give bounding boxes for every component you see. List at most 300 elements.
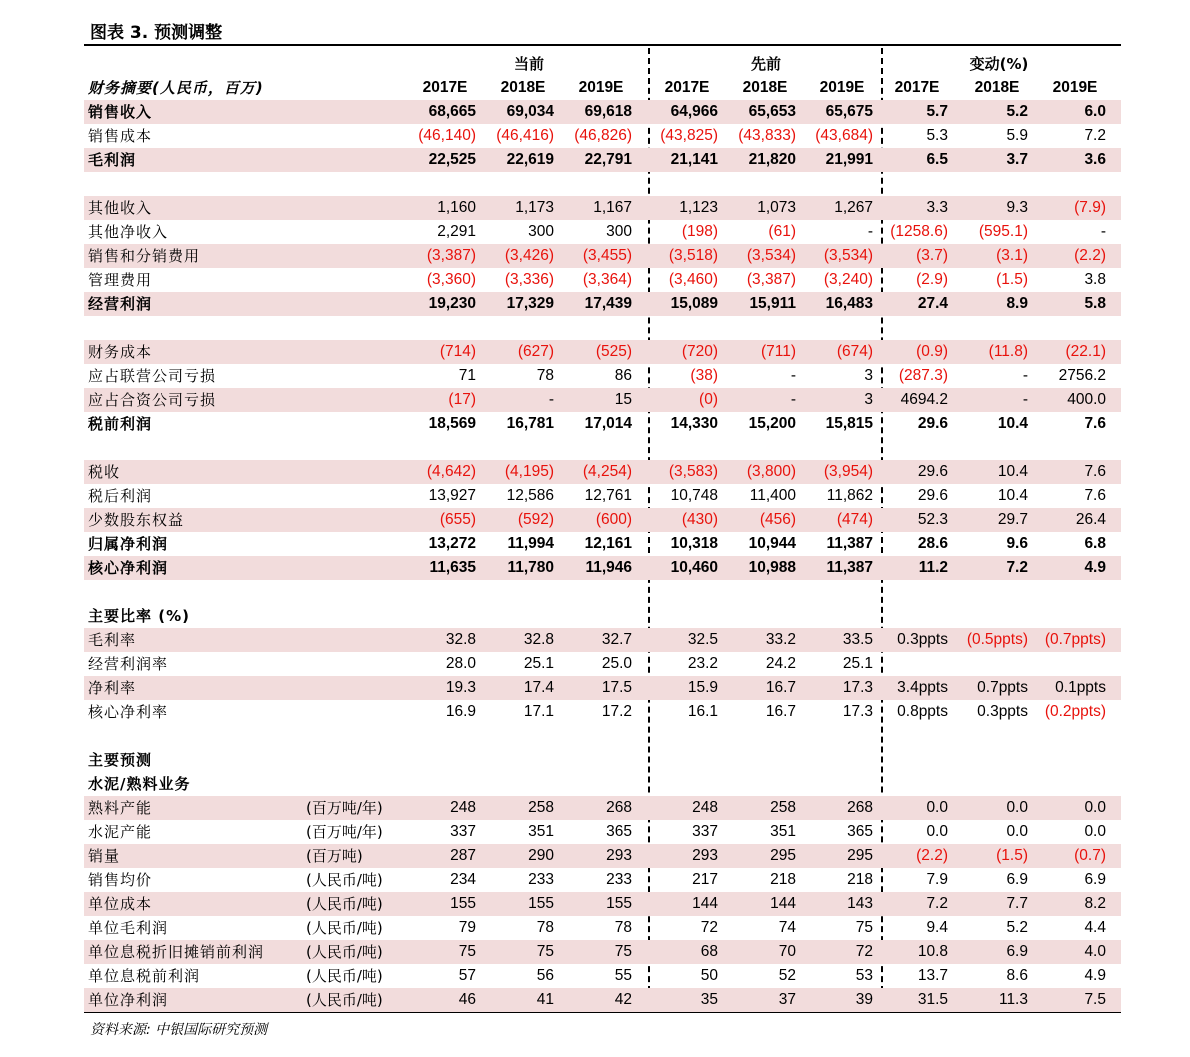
value-cell: 2756.2	[1058, 367, 1106, 384]
value-cell: 35	[700, 991, 718, 1008]
row-label: 销售均价	[88, 871, 153, 889]
value-cell: 22,525	[428, 151, 476, 168]
value-cell: (3,954)	[823, 463, 873, 480]
table-row	[84, 964, 1121, 988]
value-cell: 15,200	[748, 415, 796, 432]
value-cell: 155	[450, 895, 476, 912]
value-cell: 32.8	[445, 631, 476, 648]
row-label: 经营利润	[88, 295, 153, 313]
value-cell: 52.3	[917, 511, 948, 528]
value-cell: 5.2	[1006, 919, 1028, 936]
value-cell: 29.6	[917, 487, 948, 504]
value-cell: 22,619	[506, 151, 554, 168]
table-row	[84, 748, 1121, 772]
value-cell: 400.0	[1067, 391, 1106, 408]
table-row	[84, 172, 1121, 196]
value-cell: 9.6	[1006, 535, 1028, 552]
bottom-rule	[84, 1012, 1121, 1013]
value-cell: 144	[770, 895, 796, 912]
value-cell: (1.5)	[996, 847, 1028, 864]
value-cell: 7.2	[1006, 559, 1028, 576]
value-cell: 6.0	[1084, 103, 1106, 120]
value-cell: 72	[855, 943, 873, 960]
value-cell: 218	[847, 871, 873, 888]
value-cell: 287	[450, 847, 476, 864]
value-cell: 1,167	[593, 199, 632, 216]
table-row	[84, 556, 1121, 580]
value-cell	[532, 436, 632, 460]
table-row	[84, 196, 1121, 220]
value-cell: 64,966	[670, 103, 718, 120]
value-cell: 295	[847, 847, 873, 864]
row-label: 归属净利润	[88, 535, 169, 553]
figure-title: 图表 3. 预测调整	[90, 23, 223, 43]
value-cell: (3,387)	[426, 247, 476, 264]
value-cell: 31.5	[917, 991, 948, 1008]
value-cell: 5.9	[1006, 127, 1028, 144]
row-label: 水泥/熟料业务	[88, 775, 191, 793]
row-label: 销售收入	[88, 103, 153, 121]
value-cell: 0.7ppts	[977, 679, 1028, 696]
value-cell: (7.9)	[1074, 199, 1106, 216]
table-row	[84, 532, 1121, 556]
year-header: 2017E	[664, 79, 710, 96]
value-cell: 15	[614, 391, 632, 408]
value-cell: 351	[770, 823, 796, 840]
row-unit: (人民币/吨)	[306, 919, 383, 937]
value-cell: 295	[770, 847, 796, 864]
value-cell: 32.8	[523, 631, 554, 648]
value-cell: (0.7ppts)	[1044, 631, 1106, 648]
value-cell: (46,826)	[574, 127, 632, 144]
row-unit: (人民币/吨)	[306, 943, 383, 961]
value-cell: 42	[614, 991, 632, 1008]
value-cell: 5.3	[926, 127, 948, 144]
value-cell: (46,140)	[418, 127, 476, 144]
value-cell: 0.3ppts	[977, 703, 1028, 720]
value-cell: 234	[450, 871, 476, 888]
row-label: 单位净利润	[88, 991, 169, 1009]
value-cell: 248	[692, 799, 718, 816]
value-cell: 32.7	[601, 631, 632, 648]
table-row	[84, 868, 1121, 892]
value-cell: 3	[864, 391, 873, 408]
value-cell: 7.7	[1006, 895, 1028, 912]
value-cell: 10,318	[670, 535, 718, 552]
value-cell: 13.7	[917, 967, 948, 984]
row-label: 税后利润	[88, 487, 153, 505]
value-cell	[532, 748, 632, 772]
table-row	[84, 916, 1121, 940]
value-cell: 10.4	[997, 487, 1028, 504]
value-cell: 7.6	[1084, 463, 1106, 480]
table-row	[84, 580, 1121, 604]
row-unit: (百万吨)	[306, 847, 363, 865]
value-cell: (592)	[517, 511, 554, 528]
row-label: 主要比率 (%)	[88, 607, 190, 625]
row-label: 管理费用	[88, 271, 153, 289]
value-cell	[532, 172, 632, 196]
value-cell: 11.3	[998, 991, 1028, 1008]
value-cell: 7.6	[1084, 415, 1106, 432]
value-cell: 16.7	[765, 679, 796, 696]
value-cell: 15,089	[670, 295, 718, 312]
value-cell: 5.2	[1006, 103, 1028, 120]
table-row	[84, 316, 1121, 340]
group-header-row	[84, 52, 1121, 76]
value-cell: 11,946	[585, 559, 632, 576]
value-cell: 68,665	[428, 103, 476, 120]
row-label: 单位息税前利润	[88, 967, 201, 985]
row-label: 经营利润率	[88, 655, 169, 673]
row-label: 净利率	[88, 679, 137, 697]
row-label: 财务成本	[88, 343, 153, 361]
value-cell: (674)	[836, 343, 873, 360]
value-cell: (600)	[595, 511, 632, 528]
value-cell: 7.2	[1084, 127, 1106, 144]
value-cell	[532, 772, 632, 796]
value-cell: (0.7)	[1074, 847, 1106, 864]
row-label: 销售和分销费用	[88, 247, 201, 265]
value-cell: 11,994	[507, 535, 554, 552]
row-label: 单位息税折旧摊销前利润	[88, 943, 265, 961]
value-cell: 17,014	[584, 415, 632, 432]
value-cell: (4,642)	[426, 463, 476, 480]
value-cell: 13,272	[428, 535, 476, 552]
row-label: 应占合资公司亏损	[88, 391, 217, 409]
value-cell: 365	[847, 823, 873, 840]
value-cell: 17.3	[842, 679, 873, 696]
value-cell: 3	[864, 367, 873, 384]
value-cell: 86	[614, 367, 632, 384]
table-row	[84, 844, 1121, 868]
value-cell: 24.2	[765, 655, 796, 672]
row-label: 单位成本	[88, 895, 153, 913]
value-cell: 8.6	[1006, 967, 1028, 984]
value-cell: 218	[770, 871, 796, 888]
value-cell: (714)	[439, 343, 476, 360]
value-cell: (3.1)	[996, 247, 1028, 264]
value-cell: 33.5	[842, 631, 873, 648]
value-cell: 0.0	[1084, 823, 1106, 840]
value-cell: 37	[778, 991, 796, 1008]
row-label: 税前利润	[88, 415, 153, 433]
value-cell: 4.9	[1084, 559, 1106, 576]
value-cell: 16.7	[765, 703, 796, 720]
value-cell: (3,364)	[582, 271, 632, 288]
row-unit: (人民币/吨)	[306, 871, 383, 889]
row-label: 销量	[88, 847, 121, 865]
value-cell: (3,360)	[426, 271, 476, 288]
row-unit: (人民币/吨)	[306, 991, 383, 1009]
value-cell: 74	[778, 919, 796, 936]
value-cell: 268	[847, 799, 873, 816]
value-cell: (2.2)	[1074, 247, 1106, 264]
value-cell: 12,586	[506, 487, 554, 504]
table-row	[84, 388, 1121, 412]
table-row	[84, 988, 1121, 1012]
value-cell	[1006, 172, 1106, 196]
value-cell: 17,439	[584, 295, 632, 312]
source-note: 资料来源: 中银国际研究预测	[90, 1022, 268, 1038]
value-cell: 7.5	[1084, 991, 1106, 1008]
value-cell: -	[1022, 391, 1028, 408]
value-cell: 3.3	[926, 199, 948, 216]
value-cell	[532, 316, 632, 340]
value-cell: 11,387	[826, 559, 873, 576]
value-cell: 19,230	[428, 295, 476, 312]
value-cell: 68	[700, 943, 718, 960]
value-cell: (22.1)	[1065, 343, 1106, 360]
table-row	[84, 124, 1121, 148]
table-row	[84, 436, 1121, 460]
value-cell: 290	[528, 847, 554, 864]
table-row	[84, 796, 1121, 820]
value-cell: 11,400	[749, 487, 796, 504]
value-cell: (3,455)	[582, 247, 632, 264]
value-cell: (2.2)	[916, 847, 948, 864]
group-current: 当前	[513, 55, 544, 73]
value-cell: 0.0	[1084, 799, 1106, 816]
value-cell: 55	[614, 967, 632, 984]
value-cell: 11.2	[918, 559, 948, 576]
value-cell: (711)	[760, 343, 796, 360]
value-cell: 248	[450, 799, 476, 816]
value-cell: 75	[536, 943, 554, 960]
table-row	[84, 676, 1121, 700]
value-cell: (3,336)	[504, 271, 554, 288]
value-cell: (3,240)	[823, 271, 873, 288]
value-cell: 3.6	[1084, 151, 1106, 168]
value-cell: 46	[458, 991, 476, 1008]
value-cell: (2.9)	[916, 271, 948, 288]
value-cell: 11,862	[826, 487, 873, 504]
value-cell: 0.3ppts	[897, 631, 948, 648]
value-cell: 14,330	[670, 415, 718, 432]
value-cell: 17.4	[523, 679, 554, 696]
value-cell: 16.1	[687, 703, 718, 720]
value-cell: 29.6	[917, 415, 948, 432]
table-row	[84, 340, 1121, 364]
value-cell: 10,460	[670, 559, 718, 576]
value-cell	[1006, 580, 1106, 604]
value-cell: 6.9	[1006, 943, 1028, 960]
value-cell: 25.0	[601, 655, 632, 672]
table-row	[84, 220, 1121, 244]
value-cell: 70	[778, 943, 796, 960]
row-label: 其他净收入	[88, 223, 169, 241]
value-cell: 69,618	[584, 103, 632, 120]
value-cell: 258	[528, 799, 554, 816]
value-cell: 351	[528, 823, 554, 840]
table-row	[84, 652, 1121, 676]
row-label: 主要预测	[88, 751, 153, 769]
value-cell: (0.9)	[916, 343, 948, 360]
value-cell: 65,653	[748, 103, 796, 120]
value-cell: 155	[606, 895, 632, 912]
value-cell: 1,073	[757, 199, 796, 216]
value-cell: 155	[528, 895, 554, 912]
value-cell: (3,426)	[504, 247, 554, 264]
value-cell: 15.9	[687, 679, 718, 696]
value-cell: 0.0	[1006, 823, 1028, 840]
value-cell: -	[790, 367, 796, 384]
value-cell: 25.1	[842, 655, 873, 672]
value-cell	[532, 724, 632, 748]
value-cell: 25.1	[523, 655, 554, 672]
value-cell: 0.0	[926, 799, 948, 816]
value-cell: 32.5	[687, 631, 718, 648]
value-cell: (627)	[517, 343, 554, 360]
value-cell: 13,927	[428, 487, 476, 504]
value-cell: 75	[458, 943, 476, 960]
value-cell: (655)	[439, 511, 476, 528]
value-cell: -	[1022, 367, 1028, 384]
value-cell	[1006, 436, 1106, 460]
value-cell: 17.3	[842, 703, 873, 720]
value-cell: 10,944	[748, 535, 796, 552]
table-row	[84, 364, 1121, 388]
value-cell: 15,911	[749, 295, 796, 312]
year-header-row	[84, 76, 1121, 100]
value-cell: (3,387)	[746, 271, 796, 288]
value-cell: 4694.2	[900, 391, 948, 408]
value-cell: 29.6	[917, 463, 948, 480]
value-cell: 53	[855, 967, 873, 984]
value-cell: 258	[770, 799, 796, 816]
value-cell: -	[1100, 223, 1106, 240]
value-cell: 28.0	[445, 655, 476, 672]
value-cell: (720)	[681, 343, 718, 360]
value-cell: 10,988	[748, 559, 796, 576]
value-cell: 144	[692, 895, 718, 912]
value-cell: (43,684)	[815, 127, 873, 144]
row-label: 核心净利率	[88, 703, 169, 721]
year-header: 2018E	[500, 79, 546, 96]
value-cell: 217	[692, 871, 718, 888]
value-cell: 65,675	[825, 103, 873, 120]
table-row	[84, 268, 1121, 292]
value-cell: 4.0	[1084, 943, 1106, 960]
value-cell: 7.6	[1084, 487, 1106, 504]
value-cell: (0)	[699, 391, 718, 408]
value-cell: 78	[614, 919, 632, 936]
value-cell: 12,761	[584, 487, 632, 504]
value-cell: 71	[458, 367, 476, 384]
value-cell: 233	[606, 871, 632, 888]
value-cell: (287.3)	[898, 367, 948, 384]
group-previous: 先前	[750, 55, 781, 73]
header-label: 财务摘要(人民币，百万)	[88, 79, 264, 97]
value-cell: 21,141	[670, 151, 718, 168]
value-cell: 11,387	[826, 535, 873, 552]
row-unit: (百万吨/年)	[306, 799, 383, 817]
row-label: 毛利率	[88, 631, 137, 649]
value-cell: 3.7	[1006, 151, 1028, 168]
value-cell: 39	[855, 991, 873, 1008]
row-label: 少数股东权益	[88, 511, 185, 529]
value-cell: 3.4ppts	[897, 679, 948, 696]
value-cell	[532, 580, 632, 604]
value-cell: 75	[614, 943, 632, 960]
year-header: 2019E	[1052, 79, 1098, 96]
table-row	[84, 628, 1121, 652]
value-cell: (198)	[681, 223, 718, 240]
value-cell: 0.8ppts	[897, 703, 948, 720]
value-cell: 1,267	[834, 199, 873, 216]
value-cell: (3,534)	[746, 247, 796, 264]
value-cell: 143	[847, 895, 873, 912]
value-cell: 23.2	[687, 655, 718, 672]
year-header: 2017E	[894, 79, 940, 96]
value-cell	[532, 604, 632, 628]
table-row	[84, 820, 1121, 844]
value-cell: (3.7)	[916, 247, 948, 264]
value-cell: 0.0	[1006, 799, 1028, 816]
value-cell: 337	[692, 823, 718, 840]
value-cell: 16,781	[506, 415, 554, 432]
value-cell: (3,800)	[746, 463, 796, 480]
table-row	[84, 100, 1121, 124]
value-cell: (43,825)	[660, 127, 718, 144]
value-cell: 16,483	[825, 295, 873, 312]
value-cell: 18,569	[428, 415, 476, 432]
value-cell: (1258.6)	[890, 223, 948, 240]
table-row	[84, 484, 1121, 508]
value-cell: 4.4	[1084, 919, 1106, 936]
value-cell: (3,583)	[668, 463, 718, 480]
row-label: 其他收入	[88, 199, 153, 217]
value-cell: (0.2ppts)	[1044, 703, 1106, 720]
value-cell: (595.1)	[978, 223, 1028, 240]
value-cell: 17.5	[601, 679, 632, 696]
value-cell: 10.8	[917, 943, 948, 960]
value-cell	[1006, 748, 1106, 772]
value-cell: 9.4	[926, 919, 948, 936]
value-cell: 26.4	[1075, 511, 1106, 528]
value-cell: (4,195)	[504, 463, 554, 480]
value-cell: 72	[700, 919, 718, 936]
table-row	[84, 148, 1121, 172]
value-cell: (1.5)	[996, 271, 1028, 288]
value-cell: 9.3	[1006, 199, 1028, 216]
value-cell: (43,833)	[738, 127, 796, 144]
table-row	[84, 292, 1121, 316]
value-cell: 22,791	[584, 151, 632, 168]
row-unit: (百万吨/年)	[306, 823, 383, 841]
value-cell: 41	[536, 991, 554, 1008]
value-cell: 52	[778, 967, 796, 984]
value-cell: 16.9	[445, 703, 476, 720]
value-cell: (38)	[690, 367, 718, 384]
value-cell	[1006, 652, 1106, 676]
value-cell: (11.8)	[988, 343, 1028, 360]
value-cell: 19.3	[445, 679, 476, 696]
value-cell: 78	[536, 919, 554, 936]
table-row	[84, 244, 1121, 268]
row-label: 毛利润	[88, 151, 137, 169]
value-cell: 5.8	[1084, 295, 1106, 312]
value-cell: 8.2	[1084, 895, 1106, 912]
year-header: 2018E	[742, 79, 788, 96]
value-cell: 1,160	[437, 199, 476, 216]
table-row	[84, 412, 1121, 436]
table-row	[84, 724, 1121, 748]
value-cell: 2,291	[437, 223, 476, 240]
table-row	[84, 940, 1121, 964]
value-cell: 10,748	[670, 487, 718, 504]
value-cell: 0.1ppts	[1055, 679, 1106, 696]
